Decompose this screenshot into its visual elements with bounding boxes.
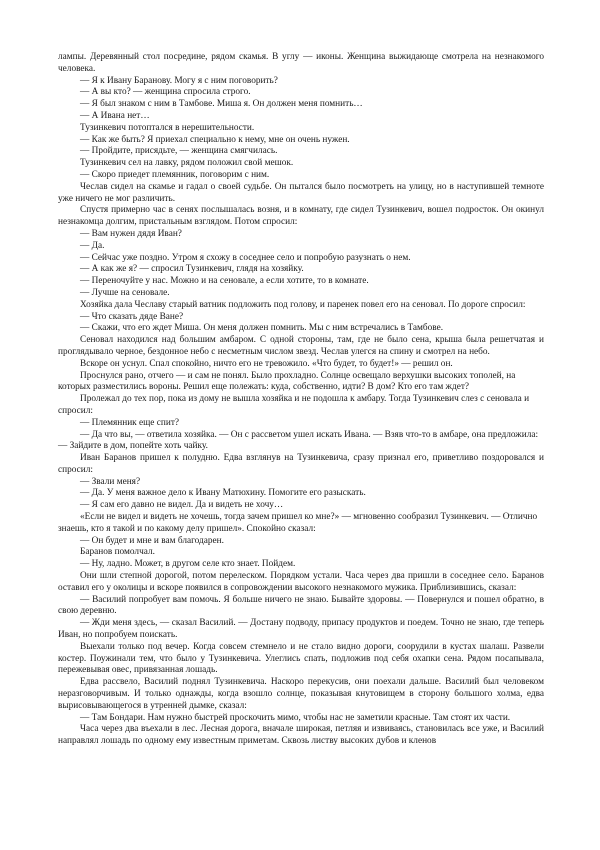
paragraph: — Племянник еще спит? (80, 417, 180, 428)
paragraph: — Переночуйте у нас. Можно и на сеновале, а если хотите, то в комнате. (80, 276, 369, 287)
paragraph: «Если не видел и видеть не хочешь, тогда зачем пришел ко мне?» — мгновенно сообразил Тузинкевич. — Отлично знаешь, кто я такой и по какому делу пришел». Спокойно сказал: (58, 512, 538, 534)
paragraph: — Ну, ладно. Может, в другом селе кто знает. Пойдем. (80, 559, 296, 570)
paragraph: Проснулся рано, отчего — и сам не понял. Было прохладно. Солнце освещало верхушки высоких тополей, на которых разместились вороны. Решил еще полежать: куда, собственно, идти? В дом? Кто его там ждет? (58, 370, 516, 393)
paragraph: Едва рассвело, Василий поднял Тузинкевича. Наскоро перекусив, они поехали дальше. Василий был человеком неразговорчивым. И только однажды, когда взошло солнце, показывая кнутовищем в сторону большого холма, едва вырисовывающегося в утренней дымке, сказал: (58, 677, 544, 711)
paragraph: — Лучше на сеновале. (80, 287, 170, 298)
paragraph: — А вы кто? — женщина спросила строго. (80, 87, 251, 98)
paragraph: — Сейчас уже поздно. Утром я схожу в соседнее село и попробую разузнать о нем. (80, 252, 411, 263)
paragraph: Вскоре он уснул. Спал спокойно, ничто его не тревожило. «Что будет, то будет!» — решил он. (80, 358, 453, 369)
paragraph: — Звали меня? (80, 476, 141, 487)
paragraph: — Он будет и мне и вам благодарен. (80, 535, 224, 546)
paragraph: Тузинкевич сел на лавку, рядом положил свой мешок. (80, 158, 294, 169)
paragraph: Спустя примерно час в сенях послышалась возня, и в комнату, где сидел Тузинкевич, вошел подросток. Он окинул незнакомца долгим, пристальным взглядом. Потом спросил: (58, 205, 544, 228)
paragraph: — Василий попробует вам помочь. Я больше ничего не знаю. Бывайте здоровы. — Повернулся и пошел обратно, в свою деревню. (58, 594, 544, 617)
paragraph: — Вам нужен дядя Иван? (80, 228, 182, 239)
paragraph: Чеслав сидел на скамье и гадал о своей судьбе. Он пытался было посмотреть на улицу, но в наступившей темноте уже ничего не мог различить. (58, 181, 544, 204)
paragraph: Тузинкевич потоптался в нерешительности. (80, 122, 255, 133)
paragraph: — Да что вы, — ответила хозяйка. — Он с рассветом ушел искать Ивана. — Взяв что-то в амбаре, она предложила: — Зайдите в дом, попейте хоть чайку. (58, 429, 539, 452)
paragraph: — Скажи, что его ждет Миша. Он меня должен помнить. Мы с ним встречались в Тамбове. (80, 323, 444, 334)
paragraph: — Скоро приедет племянник, поговорим с ним. (80, 169, 270, 180)
paragraph: Иван Баранов пришел к полудню. Едва взглянув на Тузинкевича, сразу признал его, приветливо поздоровался и спросил: (58, 453, 544, 475)
paragraph: — Как же быть? Я приехал специально к нему, мне он очень нужен. (80, 134, 350, 145)
paragraph: — Я сам его давно не видел. Да и видеть не хочу… (80, 500, 284, 511)
paragraph: — Я был знаком с ним в Тамбове. Миша я. Он должен меня помнить… (80, 99, 363, 110)
paragraph: Они шли степной дорогой, потом перелеском. Порядком устали. Часа через два пришли в соседнее село. Баранов оставил его у околицы и вскоре появился в сопровождении высокого незнакомого мужика. Приблизившись, сказал: (58, 571, 544, 593)
paragraph: Пролежал до тех пор, пока из дому не вышла хозяйка и не подошла к амбару. Тогда Тузинкевич слез с сеновала и спросил: (58, 394, 530, 416)
paragraph: — Да. (80, 240, 105, 251)
paragraph: лампы. Деревянный стол посредине, рядом скамья. В углу — иконы. Женщина выжидающе смотрела на незнакомого человека. (58, 52, 544, 74)
paragraph: — Пройдите, присядьте, — женщина смягчилась. (80, 146, 278, 157)
paragraph: — А как же я? — спросил Тузинкевич, глядя на хозяйку. (80, 264, 304, 275)
paragraph: Хозяйка дала Чеславу старый ватник подложить под голову, и паренек повел его на сеновал. По дороге спросил: (80, 299, 526, 310)
paragraph: — А Ивана нет… (80, 110, 150, 121)
paragraph: — Да. У меня важное дело к Ивану Матюхину. Помогите его разыскать. (80, 488, 366, 499)
paragraph: Выехали только под вечер. Когда совсем стемнело и не стало видно дороги, соорудили в кустах шалаш. Развели костер. Поужинали тем, что было у Тузинкевича. Улеглись спать, подложив под себя охапки сена. Рядом посапывала, пережевывая овес, привязанная лошадь. (58, 641, 544, 676)
paragraph: — Что сказать дяде Ване? (80, 311, 184, 322)
paragraph: Часа через два въехали в лес. Лесная дорога, вначале широкая, петляя и извиваясь, становилась все уже, и Василий направлял лошадь по одному ему известным приметам. Сквозь листву высоких дубов и кленов (58, 724, 544, 747)
paragraph: — Жди меня здесь, — сказал Василий. — Достану подводу, припасу продуктов и поедем. Точно не знаю, где теперь Иван, но попробуем поискать. (58, 618, 544, 641)
paragraph: — Я к Ивану Баранову. Могу я с ним поговорить? (80, 75, 278, 86)
paragraph: Баранов помолчал. (80, 547, 155, 558)
paragraph: — Там Бондари. Нам нужно быстрей проскочить мимо, чтобы нас не заметили красные. Там стоят их части. (80, 712, 511, 723)
paragraph: Сеновал находился над большим амбаром. С одной стороны, там, где не было сена, крыша была решетчатая и проглядывало черное, бездонное небо с несметным числом звезд. Чеслав улегся на спину и смотрел на небо. (58, 335, 544, 357)
